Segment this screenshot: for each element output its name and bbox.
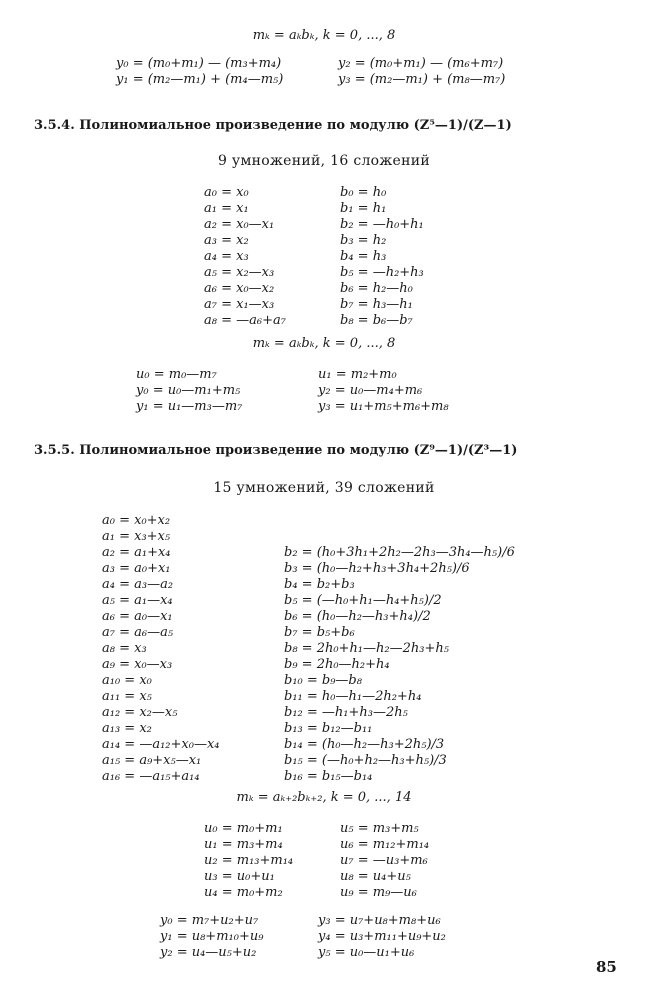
a-equation: a₁₀ = x₀ [102, 673, 152, 688]
a-equation: a₅ = x₂—x₃ [204, 265, 275, 280]
b-equation: b₆ = h₂—h₀ [340, 281, 413, 296]
y-equation: y₁ = (m₂—m₁) + (m₄—m₅) [116, 72, 284, 87]
a-equation: a₇ = a₆—a₅ [102, 625, 174, 640]
a-equation: a₁₅ = a₉+x₅—x₁ [102, 753, 202, 768]
mk-equation-354: mₖ = aₖbₖ, k = 0, ..., 8 [252, 336, 396, 351]
b-equation: b₁₁ = h₀—h₁—2h₂+h₄ [284, 689, 422, 704]
u-equation: u₃ = u₀+u₁ [204, 869, 275, 884]
y-equation: y₃ = (m₂—m₁) + (m₈—m₇) [338, 72, 506, 87]
b-equation: b₇ = b₅+b₆ [284, 625, 355, 640]
a-equation: a₁₃ = x₂ [102, 721, 152, 736]
a-equation: a₈ = —a₆+a₇ [204, 313, 286, 328]
output-equation: y₃ = u₁+m₅+m₆+m₈ [318, 399, 449, 414]
y-equation: y₄ = u₃+m₁₁+u₉+u₂ [318, 929, 446, 944]
operation-count-354: 9 умножений, 16 сложений [217, 153, 431, 169]
b-equation: b₄ = b₂+b₃ [284, 577, 355, 592]
a-equation: a₀ = x₀+x₂ [102, 513, 171, 528]
output-equation: y₂ = u₀—m₄+m₆ [318, 383, 423, 398]
u-equation: u₈ = u₄+u₅ [340, 869, 411, 884]
a-equation: a₄ = x₃ [204, 249, 249, 264]
u-equation: u₉ = m₉—u₆ [340, 885, 417, 900]
a-equation: a₁₄ = —a₁₂+x₀—x₄ [102, 737, 220, 752]
b-equation: b₃ = (h₀—h₂+h₃+3h₄+2h₅)/6 [284, 561, 470, 576]
b-equation: b₈ = 2h₀+h₁—h₂—2h₃+h₅ [284, 641, 449, 656]
a-equation: a₆ = x₀—x₂ [204, 281, 275, 296]
output-equation: u₁ = m₂+m₀ [318, 367, 397, 382]
a-equation: a₃ = x₂ [204, 233, 249, 248]
b-equation: b₂ = —h₀+h₁ [340, 217, 424, 232]
a-equation: a₈ = x₃ [102, 641, 147, 656]
b-equation: b₁₆ = b₁₅—b₁₄ [284, 769, 373, 784]
b-equation: b₁ = h₁ [340, 201, 387, 216]
b-equation: b₁₂ = —h₁+h₃—2h₅ [284, 705, 408, 720]
a-equation: a₆ = a₀—x₁ [102, 609, 173, 624]
y-equation: y₂ = u₄—u₅+u₂ [160, 945, 257, 960]
a-equation: a₉ = x₀—x₃ [102, 657, 173, 672]
u-equation: u₁ = m₃+m₄ [204, 837, 283, 852]
b-equation: b₁₀ = b₉—b₈ [284, 673, 362, 688]
b-equation: b₂ = (h₀+3h₁+2h₂—2h₃—3h₄—h₅)/6 [284, 545, 515, 560]
b-equation: b₃ = h₂ [340, 233, 387, 248]
b-equation: b₁₅ = (—h₀+h₂—h₃+h₅)/3 [284, 753, 447, 768]
a-equation: a₃ = a₀+x₁ [102, 561, 171, 576]
b-equation: b₈ = b₆—b₇ [340, 313, 413, 328]
u-equation: u₆ = m₁₂+m₁₄ [340, 837, 430, 852]
u-equation: u₂ = m₁₃+m₁₄ [204, 853, 294, 868]
b-equation: b₄ = h₃ [340, 249, 387, 264]
u-equation: u₄ = m₀+m₂ [204, 885, 283, 900]
b-equation: b₅ = —h₂+h₃ [340, 265, 424, 280]
y-equation: y₂ = (m₀+m₁) — (m₆+m₇) [338, 56, 504, 71]
b-equation: b₆ = (h₀—h₂—h₃+h₄)/2 [284, 609, 431, 624]
mk-equation-top: mₖ = aₖbₖ, k = 0, ..., 8 [252, 28, 396, 43]
a-equation: a₁₁ = x₅ [102, 689, 152, 704]
output-equation: u₀ = m₀—m₇ [136, 367, 217, 382]
y-equation: y₃ = u₇+u₈+m₈+u₆ [318, 913, 441, 928]
mk-equation-355: mₖ = aₖ₊₂bₖ₊₂, k = 0, ..., 14 [236, 790, 412, 805]
a-equation: a₄ = a₃—a₂ [102, 577, 174, 592]
y-equation: y₅ = u₀—u₁+u₆ [318, 945, 415, 960]
y-equation: y₁ = u₈+m₁₀+u₉ [160, 929, 264, 944]
y-equation: y₀ = m₇+u₂+u₇ [160, 913, 259, 928]
a-equation: a₁ = x₁ [204, 201, 249, 216]
a-equation: a₁₆ = —a₁₅+a₁₄ [102, 769, 200, 784]
output-equation: y₁ = u₁—m₃—m₇ [136, 399, 243, 414]
b-equation: b₁₄ = (h₀—h₂—h₃+2h₅)/3 [284, 737, 445, 752]
page-number: 85 [596, 958, 617, 976]
operation-count-355: 15 умножений, 39 сложений [213, 480, 435, 496]
section-heading-354: 3.5.4. Полиномиальное произведение по модулю (Z⁵—1)/(Z—1) [34, 118, 512, 133]
a-equation: a₂ = a₁+x₄ [102, 545, 171, 560]
u-equation: u₅ = m₃+m₅ [340, 821, 419, 836]
b-equation: b₁₃ = b₁₂—b₁₁ [284, 721, 373, 736]
a-equation: a₅ = a₁—x₄ [102, 593, 173, 608]
b-equation: b₀ = h₀ [340, 185, 387, 200]
section-heading-355: 3.5.5. Полиномиальное произведение по модулю (Z⁹—1)/(Z³—1) [34, 443, 518, 458]
a-equation: a₁ = x₃+x₅ [102, 529, 171, 544]
u-equation: u₇ = —u₃+m₆ [340, 853, 428, 868]
b-equation: b₉ = 2h₀—h₂+h₄ [284, 657, 390, 672]
b-equation: b₅ = (—h₀+h₁—h₄+h₅)/2 [284, 593, 442, 608]
a-equation: a₂ = x₀—x₁ [204, 217, 275, 232]
u-equation: u₀ = m₀+m₁ [204, 821, 283, 836]
b-equation: b₇ = h₃—h₁ [340, 297, 413, 312]
a-equation: a₀ = x₀ [204, 185, 249, 200]
output-equation: y₀ = u₀—m₁+m₅ [136, 383, 241, 398]
y-equation: y₀ = (m₀+m₁) — (m₃+m₄) [116, 56, 282, 71]
a-equation: a₁₂ = x₂—x₅ [102, 705, 178, 720]
a-equation: a₇ = x₁—x₃ [204, 297, 275, 312]
